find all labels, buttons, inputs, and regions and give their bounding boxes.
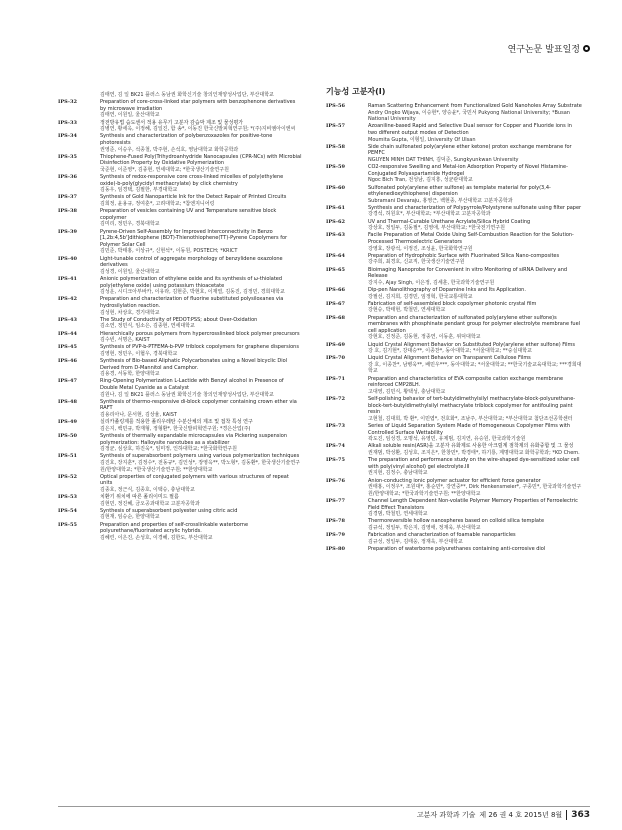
entry-row [326, 376, 582, 396]
entry-title: Thiophene-Fused Poly(Trihydroanhydride Nanocapsules (CPR-NCs) with Microbial Disinfection Property by Oxidative Polymerization [100, 153, 302, 167]
entry-body [368, 232, 582, 252]
entry-title: Pyrene-Driven Self-Assembly for Improved Interconnectivity in Benzo [1,2b:4,5b']dithiophene (BDT)-Thienothiophene(TT)-Pyrene Copolymers for Polymer Solar Cell [100, 228, 288, 248]
entry-title: Synthesis and characterization of Polypyrrole/Polystyrene sulfonate using filter paper [368, 204, 582, 211]
entry-title: 정전방유법 습도센서 적용 유무기 고분자 감습막 제조 및 물성평가 [100, 119, 244, 126]
entry-title: Preparation of Hydrophobic Surface with Fluorinated Silica Nano-composites [368, 252, 560, 259]
entry-authors: 김소연, 정민식, 임소은, 김종현, 연세대학교 [100, 323, 195, 330]
entry-row [326, 144, 582, 164]
entry-row [326, 355, 582, 375]
entry-title: Azoaniline-based Rapid and Selective Dual sensor for Copper and Fluoride ions in two different output modes of Detection [368, 123, 572, 136]
entry-body [368, 185, 582, 205]
page-header [508, 42, 590, 55]
entry-authors: 김태연, 이원일, 울산대학교 [100, 112, 160, 119]
entry-title: Preparation of core-cross-linked star polymers with benzophenone derivatives by microwave irradiation [100, 99, 296, 112]
entry-title: Dip-pen Nanolithography of Dopamine Inks and Its Application. [368, 286, 526, 293]
entry-row [326, 164, 582, 184]
entry-body [100, 358, 302, 378]
entry-authors: 김진호, 장지훈*, 김정수*, 전동규*, 김인성*, 장영옥**, 박노형*, 김동환*, 한국생산기술연구원/한양대학교; *한국생산기술연구원; **한양대학교 [100, 459, 300, 473]
entry-row [326, 315, 582, 341]
entry-authors: 강 호, 이종찬*, 남병욱**, 배민우***, 동아대학교; *서울대학교; **한국기술교육대학교; ***경희대학교 [368, 361, 582, 375]
entry-code: IPS-75 [326, 457, 345, 464]
entry-authors: 김영현, 정민우, 이협우, 경북대학교 [100, 350, 178, 357]
entry-row [326, 219, 582, 232]
entry-code: IPS-54 [58, 507, 77, 514]
entry-row [58, 276, 302, 296]
entry-body [100, 120, 302, 133]
entry-code: IPS-74 [326, 443, 345, 450]
entry-code: IPS-66 [326, 286, 345, 293]
entry-code: IPS-37 [58, 194, 77, 201]
entry-authors: 고현철, 김대희, 박 환*, 이민엽*, 전호화*, 조남주, 부산대학교; *부산대학교 첨단조선공학센터 [368, 415, 573, 422]
entry-authors: 강 호, 김기현*, 강대승**, 이종찬*, 동아대학교; *서울대학교; **숭실대학교 [368, 348, 532, 355]
entry-body [100, 276, 302, 296]
entry-authors: 김경범, 박철민, 연세대학교 [368, 511, 428, 518]
entry-row [58, 508, 302, 521]
entry-row [326, 287, 582, 300]
section-title: 기능성 고분자(I) [326, 87, 386, 96]
entry-authors: 강지수, Ajay Singh, 이은정, 김세훈, 한국과학기술연구원 [368, 279, 495, 286]
entry-row [58, 453, 302, 473]
entry-code: IPS-47 [58, 378, 77, 385]
entry-code: IPS-76 [326, 477, 345, 484]
entry-body [368, 376, 582, 396]
entry-row [326, 423, 582, 443]
entry-title: 실리카졸링제를 적용한 폴리우레탄 수분산체의 제조 및 접착 특성 연구 [100, 419, 253, 426]
entry-code: IPS-64 [326, 252, 345, 259]
entry-body [368, 478, 582, 498]
entry-title: Synthesis of superabsorbent polyester using citric acid [100, 507, 238, 514]
entry-body [368, 423, 582, 443]
entry-authors: 김규성, 정일두, 김태웅, 정재욱, 부산대학교 [368, 538, 463, 545]
entry-title: Hierarchically porous polymers from hypercrosslinked block polymer precursors [100, 330, 300, 337]
entry-code: IPS-71 [326, 375, 345, 382]
entry-body [368, 123, 582, 143]
entry-body [368, 144, 582, 164]
entry-title: Fabrication and characterization of foamable nanoparticles [368, 532, 516, 539]
entry-body [368, 355, 582, 375]
entry-authors: 김태연, 김 일 BK21 플러스 동남권 화학신기술 창의인재양성사업단, 부산대학교 [100, 92, 274, 98]
entry-body [368, 301, 582, 314]
entry-body [100, 508, 302, 521]
entry-code: IPS-65 [326, 266, 345, 273]
entry-authors: 강필선, 김지희, 김경민, 임정혁, 한국교통대학교 [368, 293, 473, 300]
entry-body [100, 92, 302, 99]
entry-body [368, 518, 582, 531]
entry-code: IPS-32 [58, 99, 77, 106]
entry-title: Synthesis of Gold Nanoparticle Ink for the Detect Repair of Printed Circuits [100, 194, 287, 201]
entry-body [368, 396, 582, 422]
entry-title: Series of Liquid Separation System Made of Homogeneous Copolymer Films with Controlled Surface Wettability [368, 423, 571, 436]
entry-code: IPS-61 [326, 204, 345, 211]
page-number: 363 [571, 810, 590, 820]
entry-code: IPS-44 [58, 330, 77, 337]
entry-code: IPS-62 [326, 218, 345, 225]
entry-row [326, 443, 582, 456]
entry-title: Synthesis of Bio-based Aliphatic Polycarbonates using a Novel bicyclic Diol Derived from D-Mannitol and Camphor. [100, 358, 288, 371]
entry-body [100, 522, 302, 542]
entry-code: IPS-52 [58, 473, 77, 480]
entry-title: Side chain sulfonated poly(arylene ether ketone) proton exchange membrane for PEMFC [368, 143, 572, 157]
entry-body [100, 494, 302, 507]
entry-code: IPS-36 [58, 174, 77, 181]
entry-body [100, 174, 302, 194]
entry-title: Preparation and characterization of sulfonated poly(arylene ether sulfone)s membranes with phosphinate pendant group for polymer electrolyte membrane fuel cell application [368, 314, 581, 334]
entry-title: Liquid Crystal Alignment Behavior on Substituted Poly(arylene ether sulfone) Films [368, 341, 576, 348]
entry-authors: NGUYEN MINH DAT THINH, 김덕준, Sungkyunkwan University [368, 156, 519, 163]
entry-body [100, 154, 302, 174]
entry-title: Synthesis of redox-responsive core cross-linked micelles of poly(ethylene oxide)-b-poly(glycidyl methacrylate) by click chemistry [100, 174, 284, 187]
entry-title: The Study of Conductivity of PEDOT:PSS; about Over-Oxidation [100, 316, 258, 323]
entry-title: Light-tunable control of aggregate morphology of benzylidene oxazolone derivatives [100, 255, 283, 269]
entry-body [100, 399, 302, 419]
entry-title: CO2-responsive Swelling and Metal-ion Adsorption Property of Novel Histamine-Conjugated Polyaspartamide Hydrogel [368, 164, 568, 177]
entry-body [368, 546, 582, 553]
entry-title: Preparation and characterization of fluorine substituted polysiloxanes via hydrosilylation reaction. [100, 296, 284, 309]
entry-code: IPS-34 [58, 133, 77, 140]
entry-authors: 김용리아나, 문서현, 김상율, KAIST [100, 412, 177, 418]
entry-code: IPS-45 [58, 344, 77, 351]
entry-code: IPS-57 [326, 123, 345, 130]
entry-title: UV and Thermal-Curable Urethane Acrylate/Silica Hybrid Coating [368, 218, 531, 225]
entry-authors: 김정균, 심상호, 하진욱*, 임미정, 인하대학교; *한국화학연구원 [100, 446, 237, 453]
entry-body [368, 498, 582, 518]
footer-separator [566, 810, 567, 820]
entry-code: IPS-73 [326, 423, 345, 429]
entry-row [326, 532, 582, 545]
entry-row [326, 396, 582, 422]
entry-code: IPS-41 [58, 275, 77, 282]
entry-authors: 김민준, 박태홍, 이상규*, 신현석*, 이동원, POSTECH; *KRICT [100, 248, 238, 255]
entry-code: IPS-60 [326, 184, 345, 191]
entry-row [58, 358, 302, 378]
entry-title: Synthesis and characterization of polybenzoxazoles for positive-tone photoresists [100, 133, 273, 146]
entry-body [100, 99, 302, 119]
entry-authors: 김동우, 임경택, 김필한, 부경대학교 [100, 187, 178, 194]
entry-row [326, 342, 582, 355]
entry-row [326, 103, 582, 123]
entry-code: IPS-63 [326, 232, 345, 239]
entry-authors: 권재범, 박성환, 김성호, 조지은*, 한창민*, 박경태*, 하기룡, 계명대학교 화학공학과; *KD Chem. [368, 449, 580, 456]
entry-title: Synthesis of thermo-responsive di-block copolymer containing crown ether via RAFT [100, 398, 297, 412]
entry-row [326, 498, 582, 518]
entry-body [100, 331, 302, 344]
entry-row [326, 253, 582, 266]
entry-authors: 김혜린, 이은진, 손성호, 이경혜, 김한도, 부산대학교 [100, 534, 213, 541]
entry-code: IPS-68 [326, 314, 345, 321]
entry-title: Anionic polymerization of ethylene oxide and its synthesis of ω-thiolated poly(ethylene oxide) using potassium thioacetate [100, 275, 283, 289]
entry-code: IPS-78 [326, 518, 345, 525]
entry-title: Thermoreversible hollow nanospheres based on colloid silica template [368, 518, 545, 525]
entry-authors: 강현승, 박태현, 박철민, 연세대학교 [368, 307, 446, 314]
entry-title: Facile Preparation of Metal Oxide Using Self-Combustion Reaction for the Solution-Processed Thermoelectric Generators [368, 232, 574, 246]
entry-body [368, 315, 582, 341]
entry-row [58, 474, 302, 494]
entry-authors: Andry Ongko Wijaya, 이승현*, 양승윤*, 국민서 Pukyong National University; *Busan National University [368, 109, 570, 123]
entry-authors: 김원나, 김 일 BK21 플러스 동남권 화학신기술 창의인재양성사업단, 부산대학교 [100, 391, 274, 398]
entry-authors: 김용경, 서동학, 한양대학교 [100, 371, 160, 378]
entry-title: Optical properties of conjugated polymers with various structures of repeat units [100, 473, 289, 487]
entry-row [58, 154, 302, 174]
entry-authors: 김성경, 이원일, 울산대학교 [100, 268, 160, 275]
entry-row [58, 494, 302, 507]
entry-code: IPS-79 [326, 532, 345, 539]
entry-code: IPS-53 [58, 494, 77, 501]
entry-authors: 김현민, 정진혜, 금오공과대학교 고분자공학과 [100, 500, 200, 507]
page-footer [417, 810, 590, 820]
entry-code: IPS-72 [326, 396, 345, 403]
entry-body [100, 133, 302, 153]
entry-authors: 고대영, 김민식, 황택성, 충남대학교 [368, 388, 446, 395]
entry-authors: 김수빈, 서명은, KAIST [100, 337, 150, 344]
entry-authors: Moumita Gupta, 이형일, University Of Ulsan [368, 136, 476, 143]
entry-code: IPS-46 [58, 358, 77, 365]
entry-row [58, 120, 302, 133]
entry-code: IPS-39 [58, 228, 77, 235]
entry-title: Fabrication of self-assembled block copolymer photonic crystal film [368, 300, 537, 307]
entry-row [326, 267, 582, 287]
entry-body [100, 378, 302, 398]
right-column [326, 87, 582, 553]
entry-title: Preparation and characteristics of EVA composite cation exchange membrane reinforced CMP28LH. [368, 375, 564, 389]
entry-body [100, 419, 302, 432]
entry-authors: 김규석, 정일두, 박은지, 김영애, 정재욱, 부산대학교 [368, 524, 481, 531]
entry-authors: 김은지, 백민규, 박재형, 정형환*, 한국신발피혁연구원; *경은산업(주) [100, 425, 251, 432]
right-entry-list [326, 103, 582, 552]
entry-code: IPS-55 [58, 521, 77, 528]
footer-journal: 고분자 과학과 기술 [416, 811, 476, 819]
footer-rule [58, 806, 590, 807]
entry-title: Raman Scattering Enhancement from Functionalized Gold Nanoholes Array Substrate [368, 103, 582, 109]
entry-code: IPS-48 [58, 398, 77, 405]
entry-authors: 김희정, 윤용규, 정여훈*, 고려대학교; *참엔지니어링 [100, 201, 215, 208]
entry-title: Liquid Crystal Alignment Behavior on Transparent Cellulose Films [368, 355, 531, 362]
entry-body [100, 208, 302, 228]
entry-body [100, 229, 302, 255]
entry-row [58, 399, 302, 419]
entry-code: IPS-49 [58, 419, 77, 426]
entry-authors: 김병연, 황세옥, 이정혜, 김일진, 함 송*, 이동진 한국신발피혁연구원; *(주)지비엠아이엔씨 [100, 126, 296, 133]
left-column [58, 92, 302, 542]
entry-code: IPS-33 [58, 119, 77, 126]
entry-body [368, 253, 582, 266]
entry-title: Preparation and properties of self-crosslinkable waterborne polyurethane/fluorinated acrylic hybrids. [100, 521, 249, 535]
header-label: 연구논문 발표일정 [507, 45, 580, 55]
entry-authors: 강영효, 장광석, 이정진, 조성윤, 한국화학연구원 [368, 245, 473, 252]
entry-title: Synthesis of superabsorbent polymers using various polymerization techniques [100, 453, 300, 460]
entry-body [368, 219, 582, 232]
entry-body [368, 457, 582, 477]
entry-row [58, 133, 302, 153]
entry-body [368, 164, 582, 184]
entry-title: Self-polishing behavior of tert-butyldimethylsilyl methacrylate-block-polyurethane-block-tert-butyldimethylsilyl methacrylate triblock copolymer for antifouling paint resin [368, 396, 576, 416]
entry-title: Channel Length Dependent Non-volatile Polymer Memory Properties of Ferroelectric Field Effect Transistors [368, 497, 578, 511]
entry-authors: 강상호, 정일두, 김동필*, 김영애, 부산대학교; *한국전기연구원 [368, 225, 505, 232]
entry-code: IPS-59 [326, 164, 345, 171]
entry-authors: Subramani Devaraju, 홍영근, 백현종, 부산대학교 고분자공학과 [368, 197, 513, 204]
entry-row [326, 518, 582, 531]
entry-authors: 김미리, 정민우, 경북대학교 [100, 221, 160, 228]
entry-code: IPS-80 [326, 545, 345, 552]
entry-code: IPS-43 [58, 316, 77, 323]
entry-title: 치환기 위치에 따른 폴리이미드 필름 [100, 494, 179, 501]
entry-row [58, 331, 302, 344]
entry-body [100, 344, 302, 357]
entry-title: Synthesis of thermally expandable microcapsules via Pickering suspension polymerization: Halloysite nanotubes as a stabilizer [100, 432, 288, 446]
entry-row [326, 205, 582, 218]
entry-body [368, 103, 582, 123]
entry-row [58, 208, 302, 228]
entry-code: IPS-51 [58, 453, 77, 460]
entry-code: IPS-35 [58, 153, 77, 160]
entry-row [58, 433, 302, 453]
entry-authors: 권영준, 이승우, 석종철, 박주현, 손석호, 영남대학교 화학공학과 [100, 146, 239, 153]
entry-body [368, 287, 582, 300]
entry-code: IPS-42 [58, 296, 77, 303]
entry-authors: 곽도진, 임성경, 오명석, 유영민, 유제범, 김지연, 유승원, 한국과학기술원 [368, 436, 526, 443]
entry-body [100, 433, 302, 453]
entry-authors: 권태홍, 이정우*, 조원대*, 홍순민*, 강연중**, Dirk Henkensmeier*, 구종민*, 한국과학기술연구원/한양대학교; *한국과학기술연구원; **한양대학교 [368, 484, 582, 497]
entry-title: Anion-conducting ionic polymer actuator for efficient force generator [368, 477, 541, 484]
entry-row [58, 99, 302, 119]
entry-title: Bioimaging Nanoprobe for Convenient in vitro Monitoring of siRNA Delivery and Release [368, 266, 568, 280]
entry-code: IPS-67 [326, 300, 345, 307]
entry-row [58, 229, 302, 255]
entry-title: Synthesis of PVP-b-PTFEMA-b-PVP triblock copolymers for graphene dispersions [100, 344, 299, 351]
entry-code: IPS-69 [326, 341, 345, 348]
entry-row [58, 317, 302, 330]
entry-row [326, 478, 582, 498]
entry-title: Ring-Opening Polymerization L-Lactide with Benzyl alcohol in Presence of Double Metal Cyanide as a Catalyst [100, 378, 284, 392]
entry-title: Preparation of vesicles containing UV and Temperature sensitive block copolymer [100, 208, 277, 221]
entry-row [58, 378, 302, 398]
entry-row [326, 185, 582, 205]
entry-row [58, 174, 302, 194]
entry-body [368, 532, 582, 545]
entry-body [368, 443, 582, 456]
entry-code: IPS-50 [58, 432, 77, 439]
entry-authors: 김성현, 차상호, 경기대학교 [100, 309, 160, 316]
entry-code: IPS-38 [58, 208, 77, 215]
entry-body [100, 453, 302, 473]
entry-row [326, 457, 582, 477]
entry-code: IPS-77 [326, 497, 345, 504]
header-circle-icon [583, 45, 590, 52]
entry-body [100, 317, 302, 330]
entry-row [326, 123, 582, 143]
entry-authors: 김종호, 정근식, 김종호, 이택승, 충남대학교 [100, 486, 195, 493]
entry-title: Preparation of waterborne polyurethanes containing anti-corrosive diol [368, 545, 546, 552]
entry-authors: Ngoc Bich Tran, 전성남, 김지흥, 성균관대학교 [368, 177, 473, 184]
entry-authors: 김성운, 시디크아부바카, 이유라, 김현준, 박현호, 이재열, 김동진, 김정민, 경희대학교 [100, 289, 285, 296]
entry-row [326, 301, 582, 314]
entry-row [58, 256, 302, 276]
entry-row [58, 296, 302, 316]
entry-code: IPS-58 [326, 143, 345, 150]
entry-authors: 권지현, 김정수, 충남대학교 [368, 470, 428, 477]
entry-row [58, 344, 302, 357]
entry-authors: 국준현, 이준영*, 김종현, 연세대학교; *한국생산기술연구원 [100, 166, 229, 173]
entry-row [58, 522, 302, 542]
entry-row [326, 232, 582, 252]
entry-body [368, 267, 582, 287]
entry-body [100, 194, 302, 207]
entry-row [58, 92, 302, 99]
entry-body [368, 342, 582, 355]
entry-body [100, 256, 302, 276]
entry-body [100, 296, 302, 316]
entry-code: IPS-70 [326, 355, 345, 362]
entry-title: Sulfonated poly(arylene ether sulfone) as template material for poly(3,4-ethylenedioxythiophene) dispersion [368, 184, 551, 198]
entry-code: IPS-40 [58, 255, 77, 262]
entry-row [58, 194, 302, 207]
entry-authors: 강경석, 허원호*, 부산대학교; *부산대학교 고분자공학과 [368, 211, 491, 218]
entry-authors: 강주희, 최경호, 신교직, 한국생산기술연구원 [368, 259, 465, 266]
entry-body [368, 205, 582, 218]
entry-title: The preparation and performance study on the wire-shaped dye-sensitized solar cell with poly(vinyl alcohol) gel electrolyte.III [368, 457, 580, 470]
entry-title: Alkali soluble resin(ASR)을 고분자 유화제로 사용한 아크릴계 점착제의 유화중합 및 그 물성 [368, 443, 574, 450]
entry-authors: 강현호, 진정준, 김동현, 정종연, 이동훈, 위덕대학교 [368, 334, 481, 341]
entry-body [100, 474, 302, 494]
footer-issue: 제 26 권 4 호 2015년 8월 [479, 811, 563, 819]
entry-row [58, 419, 302, 432]
entry-code: IPS-56 [326, 103, 345, 109]
entry-authors: 김현재, 임승순, 한양대학교 [100, 514, 160, 521]
entry-row [326, 546, 582, 553]
